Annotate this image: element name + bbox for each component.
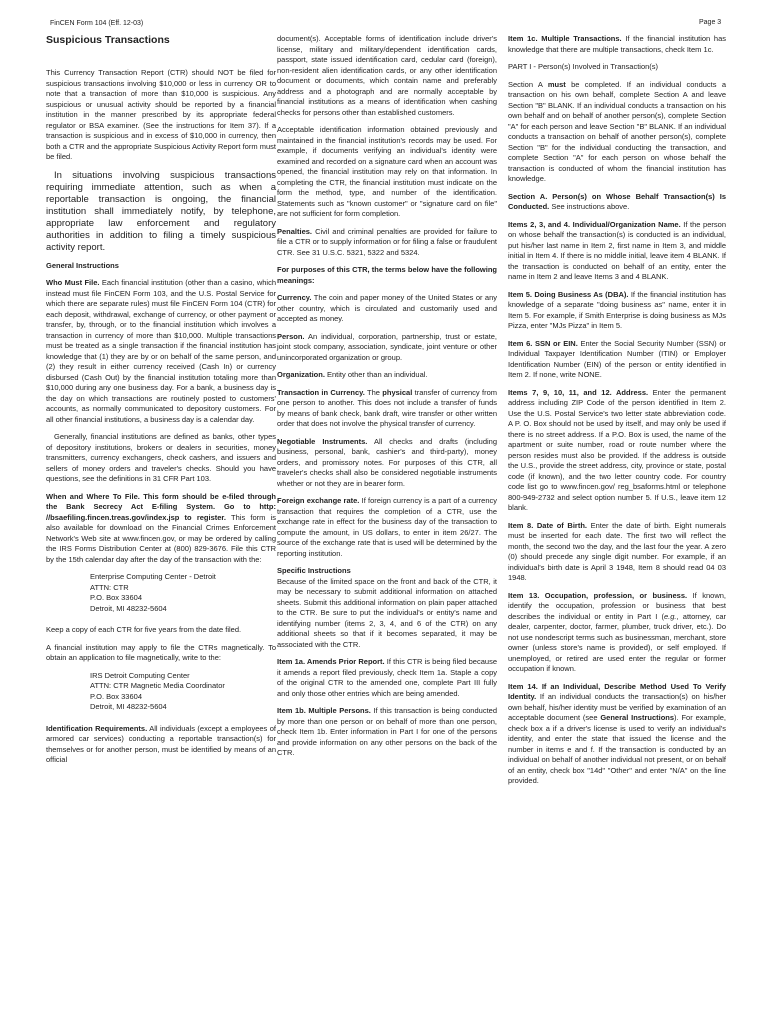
negotiable-body: All checks and drafts (including business, personal, bank, cashier's and third-party), money orders, and promissory notes. For purposes of this CTR, all traveler's checks shall also be considered negotiable instruments whether or not they are in bearer form. [277, 436, 497, 488]
item-13-eg: e.g. [664, 611, 677, 621]
section-a-body: See instructions above. [549, 202, 630, 211]
item-1c-heading: Item 1c. Multiple Transactions. [508, 34, 622, 43]
address-line: P.O. Box 33604 [90, 593, 142, 602]
paragraph-transaction-in-currency [277, 388, 497, 430]
section-a-body-2: be completed. If an individual conducts a transaction on his own behalf, complete Section A and leave Section "B" BLANK. If an individual conducts a transaction on his own behalf and on behalf of another person(s), complete Section "A" for each person and leave Section "B" BLANK. If an individual conducts a transaction on behalf of another person(s), complete Section "B" for the individual conducting the transaction, and complete Section "A" for each person on whose behalf the transaction is conducted of whom the financial institution has knowledge. [508, 79, 727, 183]
items-address-heading: Items 7, 9, 10, 11, and 12. Address. [508, 387, 649, 397]
penalties-body: Civil and criminal penalties are provided for failure to file a CTR or to supply information or for filing a false or fraudulent CTR. See 31 U.S.C. 5321, 5322 and 5324. [277, 226, 497, 257]
paragraph-acceptable-documents: document(s). Acceptable forms of identification include driver's license, military and military/dependent identification cards, passport, state issued identification card, cedular card (foreign), non-resident alien identification cards, or any other identification document or documents, which contain name and preferably address and a photograph and are normally acceptable by financial institutions as a means of identification when cashing checks for persons other than established customers. [277, 34, 497, 117]
organization-body: Entity other than an individual. [324, 370, 428, 379]
when-where-body: This form is also available for download on the Financial Crimes Enforcement Network's Web site at www.fincen.gov, or may be ordered by calling the IRS Forms Distribution Center at (800) 829-3676. File this CTR by the 15th calendar day after the day of the transaction with the: [46, 512, 277, 564]
item-6-body: Enter the Social Security Number (SSN) or Individual Taxpayer Identification Number (ITIN) or Employer Identification Number (EIN) of the person or entity identified in Item 2. If none, write NONE. [508, 338, 726, 379]
who-must-file-heading: Who Must File. [46, 278, 100, 287]
item-14-body-1: If an individual conducts the transaction(s) on his/her own behalf, his/her identity must be verified by examination of an acceptable document (see [508, 692, 726, 722]
paragraph-negotiable-instruments [277, 437, 497, 490]
specific-instructions-heading: Specific Instructions [277, 566, 351, 575]
heading-part-1: PART I - Person(s) Involved in Transaction(s) [508, 62, 659, 71]
specific-instructions-body: Because of the limited space on the front and back of the CTR, it may be necessary to submit additional information on attached sheets. Submit this additional information on plain paper attached to the CTR. Be sure to put the individual's or entity's name and identifying number (items 2, 3, 4, and 6 of the CTR) on any additional sheets so that if it becomes separated, it may be associated with the CTR. [277, 576, 497, 649]
paragraph-item-1c [508, 34, 726, 55]
address-block-ecc [90, 572, 276, 614]
transaction-physical: physical [382, 387, 413, 397]
paragraph-currency [277, 293, 497, 325]
paragraph-person [277, 332, 497, 364]
form-identifier: FinCEN Form 104 (Eff. 12-03) [50, 20, 144, 27]
paragraph-when-where [46, 492, 276, 566]
foreign-exchange-body: If foreign currency is a part of a currency transaction that requires the completion of a CTR, use the exchange rate in effect for the business day of the transaction to compute the amount, in US dollars, to enter in item 26/27. The source of the exchange rate that is used will be determined by the reporting institution. [277, 496, 498, 558]
paragraph-immediate-attention: In situations involving suspicious transactions requiring immediate attention, such as when a reportable transaction is ongoing, the financial institution shall immediately notify, by telephone, appropriate law enforcement and regulatory authorities in addition to filing a timely suspicious activity report. [46, 169, 276, 253]
item-13-body-2: , attorney, car dealer, carpenter, doctor, farmer, plumber, truck driver, etc.). Do not use nondescript terms such as businessman, merchant, store owner (unless store's name is provided), or self employed. If unemployed, or retired are used enter the regular or former occupation if known. [508, 611, 727, 673]
currency-body: The coin and paper money of the United States or any other country, which is circulated and customarily used and accepted as money. [277, 293, 497, 323]
transaction-body-1: The [364, 387, 383, 397]
paragraph-item-8 [508, 521, 726, 584]
item-1a-heading: Item 1a. Amends Prior Report. [277, 657, 385, 666]
address-block-irs [90, 671, 276, 713]
person-body: An individual, corporation, partnership, trust or estate, joint stock company, association, syndicate, joint venture or other unincorporated organization or group. [277, 331, 497, 362]
item-14-general-instructions: General Instructions [600, 713, 675, 722]
paragraph-specific-instructions [277, 566, 497, 650]
paragraph-keep-copy: Keep a copy of each CTR for five years from the date filed. [46, 625, 242, 634]
section-a-heading: Section A. Person(s) on Whose Behalf Transaction(s) Is Conducted. [508, 191, 726, 211]
address-line: ATTN: CTR [90, 582, 129, 592]
paragraph-penalties [277, 227, 497, 259]
paragraph-item-6 [508, 339, 726, 381]
paragraph-section-a-must [508, 80, 726, 185]
item-13-heading: Item 13. Occupation, profession, or business. [508, 590, 688, 600]
negotiable-heading: Negotiable Instruments. [277, 436, 368, 446]
transaction-body-2: transfer of currency from one person to another. This does not include a transfer of funds by means of bank check, bank draft, wire transfer or other written order that does not involve the physical transfer of currency. [277, 387, 497, 428]
item-14-heading: Item 14. If an Individual, Describe Method Used To Verify Identity. [508, 681, 726, 701]
paragraph-item-13 [508, 591, 726, 675]
paragraph-suspicious-intro: This Currency Transaction Report (CTR) should NOT be filed for suspicious transactions involving $10,000 or less in currency OR to note that a transaction of more than $10,000 is suspicious. Any suspicious or unusual activity should be reported by a financial institution in the manner prescribed by its appropriate federal regulator or BSA examiner. (See the instructions for Item 37). If a transaction is suspicious and in excess of $10,000 in currency, then both a CTR and the appropriate Suspicious Activity Report form must be filed. [46, 68, 276, 161]
column-left [46, 34, 276, 773]
transaction-heading: Transaction in Currency. [277, 387, 365, 397]
address-line: IRS Detroit Computing Center [90, 670, 190, 680]
identification-body: All individuals (except a employees of armored car services) conducting a reportable transaction(s) for themselves or for another person, must be identified by means of an official [46, 723, 276, 764]
column-middle [277, 34, 497, 766]
paragraph-item-14 [508, 682, 726, 787]
who-must-file-body: Each financial institution (other than a casino, which instead must file FinCEN Form 103, and the U.S. Postal Service for which there are separate rules) must file FinCEN Form 104 (CTR) for each deposit, withdrawal, exchange of currency, or other payment or transfer, by, through, or to the financial institution which involves a transaction in currency of more than $10,000. Multiple transactions must be treated as a single transaction if the financial institution has knowledge that (1) they are by or on behalf of the same person, and (2) they result in either currency received (Cash In) or currency disbursed (Cash Out) by the financial institution totaling more than $10,000 during any one business day. For a bank, a business day is the day on which transactions are routinely posted to customers' accounts, as normally communicated to depository customers. For all other financial institutions, a business day is a calendar day. [46, 278, 276, 424]
paragraph-items-address [508, 388, 726, 514]
heading-general-instructions: General Instructions [46, 260, 119, 270]
section-title: Suspicious Transactions [46, 34, 170, 46]
heading-terms [277, 265, 497, 286]
section-a-body-1: Section A [508, 79, 548, 89]
penalties-heading: Penalties. [277, 226, 313, 236]
paragraph-item-5 [508, 290, 726, 332]
paragraph-identification-requirements [46, 724, 276, 766]
paragraph-foreign-exchange [277, 496, 497, 559]
paragraph-who-must-file [46, 278, 276, 425]
item-6-heading: Item 6. SSN or EIN. [508, 338, 578, 348]
item-1a-body: If this CTR is being filed because it amends a report filed previously, check Item 1a. Staple a copy of the original CTR to the amended one, complete Part III fully and only those other entries which are being amended. [277, 657, 497, 698]
page-number: Page 3 [699, 19, 722, 26]
item-14-body-2: ). For example, check box a if a driver's license is used to verify an individual's identity, and enter the state that issued the license and the number in items e and f. If the transaction is conducted by an individual on behalf of another individual not present, or on behalf of an entity, check box "14d" "Other" and enter "N/A" on the line provided. [508, 713, 726, 785]
address-line: P.O. Box 33604 [90, 691, 142, 701]
organization-heading: Organization. [277, 370, 325, 379]
column-right [508, 34, 726, 794]
item-13-body-1: If known, identify the occupation, profession or business that best describes the individual or entity in Part I ( [508, 590, 726, 621]
paragraph-financial-institutions: Generally, financial institutions are defined as banks, other types of depository institutions, brokers or dealers in securities, money transmitters, currency exchangers, check cashers, and issuers and sellers of money orders and traveler's checks. Should you have questions, see the definitions in 31 CFR Part 103. [46, 432, 276, 483]
address-line: Detroit, MI 48232-5604 [90, 702, 167, 711]
paragraph-magnetic-filing: A financial institution may apply to file the CTRs magnetically. To obtain an application to file magnetically, write to the: [46, 642, 276, 662]
item-1b-heading: Item 1b. Multiple Persons. [277, 706, 371, 715]
paragraph-identification-info: Acceptable identification information obtained previously and maintained in the financial institution's records may be used. For example, if documents verifying an individual's identity were examined and recorded on a signature card when an account was opened, the financial institution may rely on that information. In completing the CTR, the financial institution must indicate on the form the method, type, and number of the identification. Statements such as "known customer" or "signature card on file" are not sufficient for form completion. [277, 125, 497, 218]
items-2-3-4-heading: Items 2, 3, and 4. Individual/Organization Name. [508, 219, 681, 229]
item-8-heading: Item 8. Date of Birth. [508, 520, 587, 530]
paragraph-organization [277, 370, 497, 381]
paragraph-item-1a [277, 657, 497, 699]
paragraph-items-2-3-4 [508, 220, 726, 283]
item-5-heading: Item 5. Doing Business As (DBA). [508, 289, 629, 299]
identification-heading: Identification Requirements. [46, 723, 148, 733]
address-line: ATTN: CTR Magnetic Media Coordinator [90, 681, 225, 690]
terms-heading-text: For purposes of this CTR, the terms below have the following meanings: [277, 265, 497, 285]
item-1c-body: If the financial institution has knowledge that there are multiple transactions, check Item 1c. [508, 34, 726, 54]
item-1b-body: If this transaction is being conducted by more than one person or on behalf of more than one person, check Item 1b. Enter information in Part I for one of the persons and provide information on any other persons on the back of the CTR. [277, 706, 497, 757]
section-a-must: must [547, 79, 566, 89]
currency-heading: Currency. [277, 293, 312, 302]
address-line: Detroit, MI 48232-5604 [90, 603, 167, 613]
person-heading: Person. [277, 331, 305, 341]
items-address-body: Enter the permanent address including ZIP Code of the person identified in Item 2. Use the U.S. Postal Service's two letter state abbreviation code. A P. O. Box should not be used by itself, and may only be used if there is no street address. If a P.O. Box is used, the name of the apartment or suite number, road or route number where the person resides must also be provided. If the address is outside the U.S., provide the street address, city, province or state, postal code (if known), and the two letter country code. For country code list go to www.fincen.gov/ reg_bsaforms.html or telephone 800-949-2732 and select option number 5. If U.S., leave item 12 blank. [508, 387, 727, 512]
paragraph-item-1b [277, 706, 497, 759]
items-2-3-4-body: If the person on whose behalf the transaction(s) is conducted is an individual, put his/her last name in Item 2, first name in Item 3, and middle initial in Item 4. If there is no middle initial, leave item 4 BLANK. If the transaction is conducted on behalf of an entity, enter the name in Item 2 and leave Items 3 and 4 BLANK. [508, 219, 726, 281]
foreign-exchange-heading: Foreign exchange rate. [277, 496, 360, 505]
item-5-body: If the financial institution has knowledge of a separate "doing business as" name, enter it in Item 5. For example, if Smith Enterprise is doing business as MJs Pizza, enter "MJs Pizza" in Item 5. [508, 289, 727, 330]
item-8-body: Enter the date of birth. Eight numerals must be inserted for each date. The first two will reflect the month, the second two the day, and the last four the year. A zero (0) should precede any single digit number. For example, if an individual's birth date is April 3 1948, Item 8 should read 04 03 1948. [508, 520, 726, 582]
address-line: Enterprise Computing Center - Detroit [90, 572, 216, 581]
when-where-heading: When and Where To File. This form should be e-filed through the Bank Secrecy Act E-filing System. Go to http: //bsaefiling.fincen.treas.gov/index.jsp to register. [46, 491, 276, 522]
paragraph-section-a [508, 192, 726, 213]
